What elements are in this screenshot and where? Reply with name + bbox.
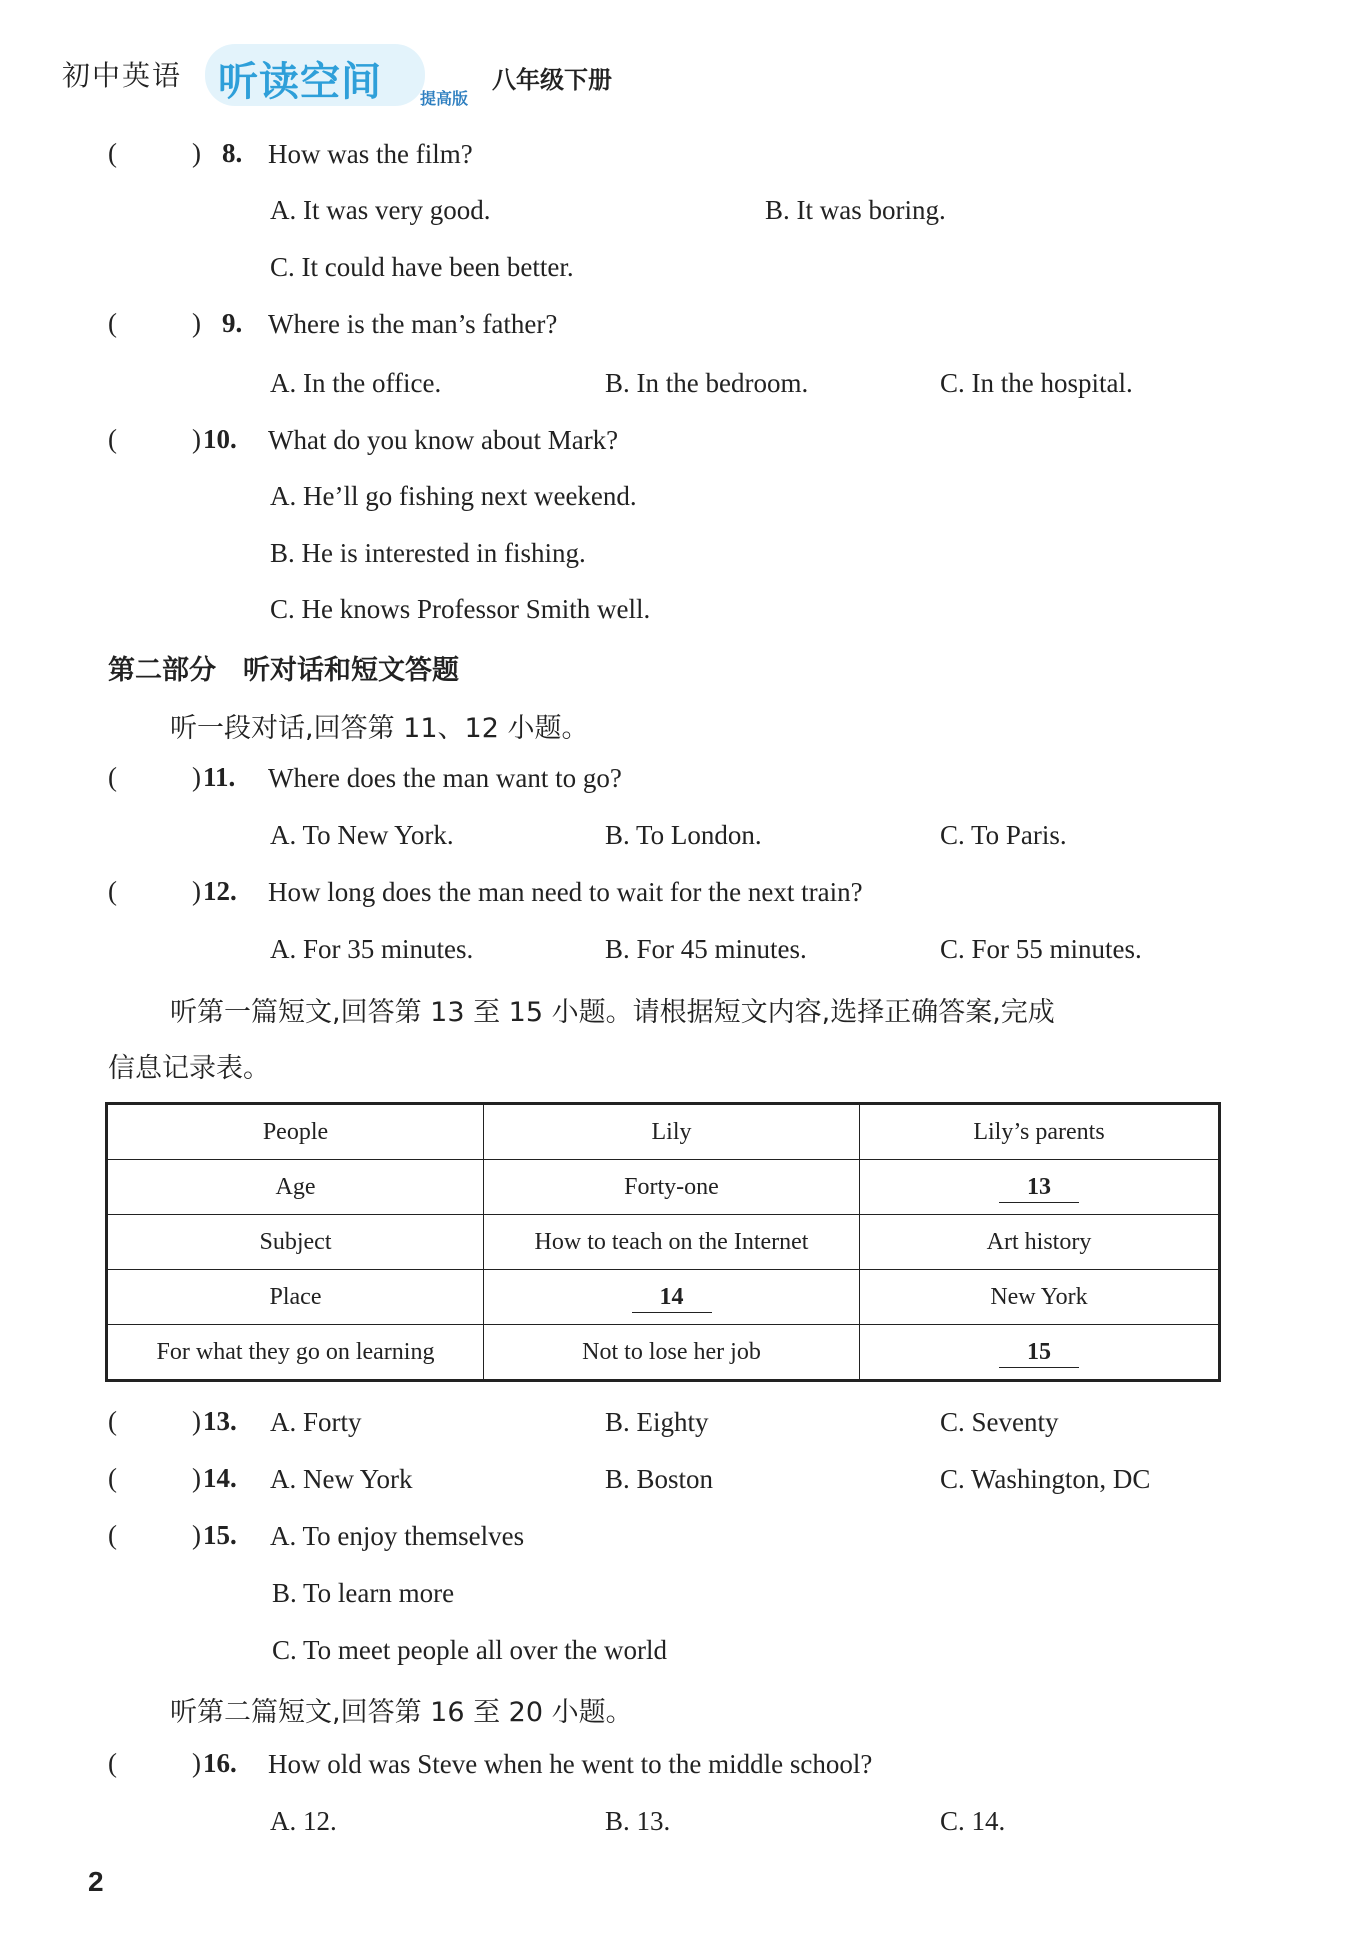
option-10a: A. He’ll go fishing next weekend.: [270, 481, 637, 511]
blank-13[interactable]: 13: [999, 1172, 1079, 1203]
table-cell: People: [107, 1104, 484, 1160]
option-14c: C. Washington, DC: [940, 1464, 1151, 1494]
table-row: [107, 1160, 1220, 1215]
question-text-9: Where is the man’s father?: [268, 309, 558, 339]
table-cell: Art history: [860, 1215, 1220, 1270]
answer-paren-close-12: ): [192, 876, 201, 906]
option-15a: A. To enjoy themselves: [270, 1521, 525, 1551]
question-text-11: Where does the man want to go?: [268, 763, 622, 793]
table-cell: Lily: [484, 1104, 860, 1160]
section-title: 第二部分 听对话和短文答题: [108, 655, 459, 686]
table-cell: Forty-one: [484, 1160, 860, 1215]
answer-paren-close-11: ): [192, 762, 201, 792]
option-11b: B. To London.: [605, 820, 762, 850]
question-text-16: How old was Steve when he went to the middle school?: [268, 1749, 873, 1779]
question-text-12: How long does the man need to wait for the next train?: [268, 877, 863, 907]
answer-paren-11: (: [108, 762, 117, 792]
option-11c: C. To Paris.: [940, 820, 1067, 850]
option-14a: A. New York: [270, 1464, 413, 1494]
question-number-11: 11.: [203, 762, 236, 792]
page-number: 2: [88, 1866, 104, 1897]
logo-subtitle: 提高版: [420, 89, 469, 108]
blank-14[interactable]: 14: [632, 1282, 712, 1313]
table-cell: Place: [107, 1270, 484, 1325]
answer-paren-12: (: [108, 876, 117, 906]
option-10c: C. He knows Professor Smith well.: [270, 594, 651, 624]
option-13b: B. Eighty: [605, 1407, 709, 1437]
table-cell: Not to lose her job: [484, 1325, 860, 1381]
answer-paren-10: (: [108, 424, 117, 454]
option-16c: C. 14.: [940, 1806, 1006, 1836]
answer-paren-9: (: [108, 308, 117, 338]
table-row: [107, 1104, 1220, 1160]
table-cell: Subject: [107, 1215, 484, 1270]
table-cell: [860, 1160, 1220, 1215]
table-cell: For what they go on learning: [107, 1325, 484, 1381]
option-11a: A. To New York.: [270, 820, 454, 850]
option-12c: C. For 55 minutes.: [940, 934, 1142, 964]
option-8b: B. It was boring.: [765, 195, 946, 225]
table-cell: Age: [107, 1160, 484, 1215]
option-13a: A. Forty: [270, 1407, 362, 1437]
instruction-passage-2: 听第二篇短文,回答第 16 至 20 小题。: [170, 1697, 633, 1728]
answer-paren-close-13: ): [192, 1406, 201, 1436]
question-number-16: 16.: [203, 1748, 237, 1778]
question-number-10: 10.: [203, 424, 237, 454]
table-cell: How to teach on the Internet: [484, 1215, 860, 1270]
table-row: [107, 1215, 1220, 1270]
option-14b: B. Boston: [605, 1464, 714, 1494]
info-record-table: [105, 1102, 1221, 1382]
series-title: 初中英语: [62, 59, 183, 92]
question-number-13: 13.: [203, 1406, 237, 1436]
logo-text: 听读空间: [218, 59, 382, 105]
instruction-dialogue: 听一段对话,回答第 11、12 小题。: [170, 713, 589, 744]
question-number-12: 12.: [203, 876, 237, 906]
table-cell: Lily’s parents: [860, 1104, 1220, 1160]
option-9c: C. In the hospital.: [940, 368, 1133, 398]
option-16b: B. 13.: [605, 1806, 671, 1836]
option-15c: C. To meet people all over the world: [272, 1635, 668, 1665]
option-16a: A. 12.: [270, 1806, 337, 1836]
answer-paren-close-14: ): [192, 1463, 201, 1493]
table-row: [107, 1325, 1220, 1381]
answer-paren-close-16: ): [192, 1748, 201, 1778]
option-15b: B. To learn more: [272, 1578, 455, 1608]
instruction-passage-1-cont: 信息记录表。: [108, 1053, 270, 1084]
answer-paren-15: (: [108, 1520, 117, 1550]
answer-paren-16: (: [108, 1748, 117, 1778]
option-9b: B. In the bedroom.: [605, 368, 809, 398]
option-12b: B. For 45 minutes.: [605, 934, 807, 964]
answer-paren-close-8: ): [192, 138, 201, 168]
option-10b: B. He is interested in fishing.: [270, 538, 586, 568]
grade-label: 八年级下册: [492, 66, 612, 94]
answer-paren-close-10: ): [192, 424, 201, 454]
question-text-10: What do you know about Mark?: [268, 425, 619, 455]
blank-15[interactable]: 15: [999, 1337, 1079, 1368]
answer-paren-8: (: [108, 138, 117, 168]
option-13c: C. Seventy: [940, 1407, 1059, 1437]
answer-paren-close-9: ): [192, 308, 201, 338]
table-cell: New York: [860, 1270, 1220, 1325]
table-cell: [484, 1270, 860, 1325]
instruction-passage-1: 听第一篇短文,回答第 13 至 15 小题。请根据短文内容,选择正确答案,完成: [170, 997, 1055, 1028]
question-number-15: 15.: [203, 1520, 237, 1550]
question-text-8: How was the film?: [268, 139, 473, 169]
option-12a: A. For 35 minutes.: [270, 934, 474, 964]
option-8a: A. It was very good.: [270, 195, 491, 225]
table-row: [107, 1270, 1220, 1325]
answer-paren-14: (: [108, 1463, 117, 1493]
question-number-14: 14.: [203, 1463, 237, 1493]
option-8c: C. It could have been better.: [270, 252, 574, 282]
option-9a: A. In the office.: [270, 368, 442, 398]
question-number-8: 8.: [222, 138, 243, 168]
answer-paren-13: (: [108, 1406, 117, 1436]
answer-paren-close-15: ): [192, 1520, 201, 1550]
question-number-9: 9.: [222, 308, 243, 338]
table-cell: [860, 1325, 1220, 1381]
